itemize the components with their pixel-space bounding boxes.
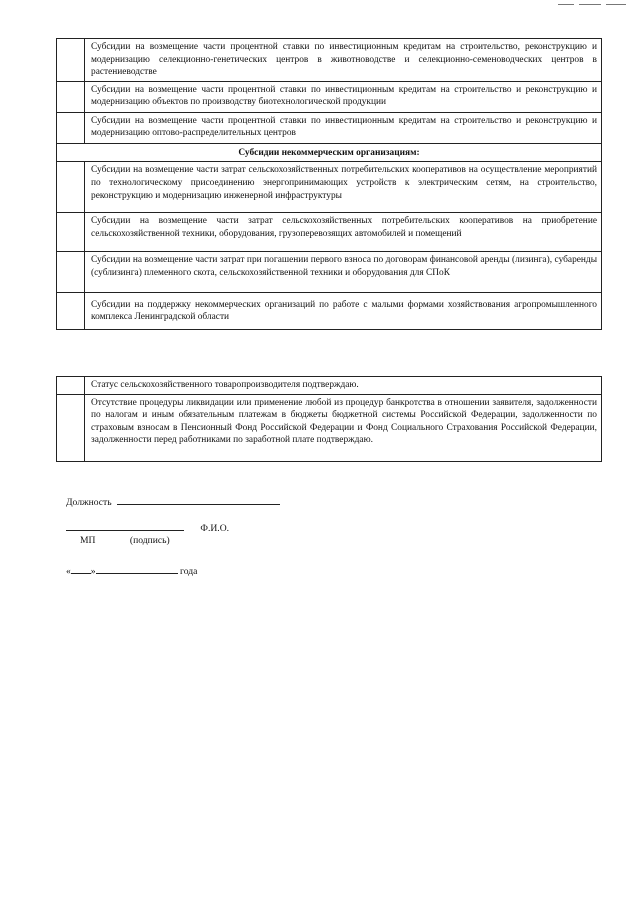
confirmation-text: Отсутствие процедуры ликвидации или применение любой из процедур банкротства в отношении заявителя, задолженности по налогам и иным обязательным платежам в бюджеты бюджетной системы Российской Федерации, задолженности по страховым взносам в Пенсионный Фонд Российской Федерации и Фонд Социального Страхования Российской Федерации, задолженности перед работниками по заработной плате подтверждаю. — [85, 394, 602, 461]
date-close-quote: » — [90, 566, 96, 577]
position-label: Должность — [66, 497, 112, 508]
subsidy-text: Субсидии на возмещение части затрат сельскохозяйственных потребительских кооперативов на приобретение сельскохозяйственной техники, оборудования, грузоперевозящих автомобилей и помещений — [85, 213, 602, 252]
section-header-row — [57, 143, 602, 162]
confirmation-text: Статус сельскохозяйственного товаропроизводителя подтверждаю. — [85, 377, 602, 395]
date-month-field[interactable] — [96, 564, 178, 574]
fio-label: Ф.И.О. — [200, 523, 230, 534]
position-line — [66, 495, 280, 509]
subsidy-row — [57, 252, 602, 293]
date-line — [66, 564, 197, 578]
subsidy-checkbox[interactable] — [57, 39, 85, 82]
date-open-quote: « — [66, 566, 71, 577]
subsidy-row — [57, 162, 602, 213]
year-label: года — [180, 566, 198, 577]
noncommercial-header: Субсидии некоммерческим организациям: — [57, 143, 602, 162]
stamp-caption — [80, 535, 170, 547]
position-field[interactable] — [117, 495, 280, 505]
subsidy-text: Субсидии на возмещение части процентной ставки по инвестиционным кредитам на строительство и реконструкцию и модернизацию объектов по производству биотехнологической продукции — [85, 81, 602, 112]
top-scan-marks — [558, 4, 626, 5]
subsidy-checkbox[interactable] — [57, 252, 85, 293]
subsidy-checkbox[interactable] — [57, 81, 85, 112]
date-day-field[interactable] — [71, 564, 91, 574]
confirmation-row — [57, 394, 602, 461]
subsidy-checkbox[interactable] — [57, 112, 85, 143]
confirmation-checkbox[interactable] — [57, 394, 85, 461]
subsidy-text: Субсидии на возмещение части процентной ставки по инвестиционным кредитам на строительство, реконструкцию и модернизацию селекционно-генетических центров в животноводстве и селекционно-семеноводческих центров в растениеводстве — [85, 39, 602, 82]
subsidy-checkbox[interactable] — [57, 162, 85, 213]
subsidy-text: Субсидии на возмещение части затрат при погашении первого взноса по договорам финансовой аренды (лизинга), субаренды (сублизинга) племенного скота, сельскохозяйственной техники и оборудования для СПоК — [85, 252, 602, 293]
subsidy-text: Субсидии на поддержку некоммерческих организаций по работе с малыми формами хозяйствования агропромышленного комплекса Ленинградской области — [85, 293, 602, 330]
confirmation-table — [56, 376, 602, 462]
confirmation-row — [57, 377, 602, 395]
subsidy-text: Субсидии на возмещение части затрат сельскохозяйственных потребительских кооперативов на осуществление мероприятий по технологическому присоединению энергопринимающих устройств к электрическим сетям, на строительство, реконструкцию и модернизацию инженерной инфраструктуры — [85, 162, 602, 213]
subsidy-text: Субсидии на возмещение части процентной ставки по инвестиционным кредитам на строительство и реконструкцию и модернизацию оптово-распределительных центров — [85, 112, 602, 143]
mp-label: МП — [80, 535, 96, 546]
subsidy-row — [57, 81, 602, 112]
subsidy-checkbox[interactable] — [57, 213, 85, 252]
sign-caption: (подпись) — [129, 535, 170, 546]
subsidy-row — [57, 293, 602, 330]
subsidy-row — [57, 112, 602, 143]
subsidy-row — [57, 213, 602, 252]
confirmation-checkbox[interactable] — [57, 377, 85, 395]
signature-field[interactable] — [66, 521, 184, 531]
signature-line — [66, 521, 229, 535]
subsidy-table — [56, 38, 602, 330]
subsidy-row — [57, 39, 602, 82]
subsidy-checkbox[interactable] — [57, 293, 85, 330]
